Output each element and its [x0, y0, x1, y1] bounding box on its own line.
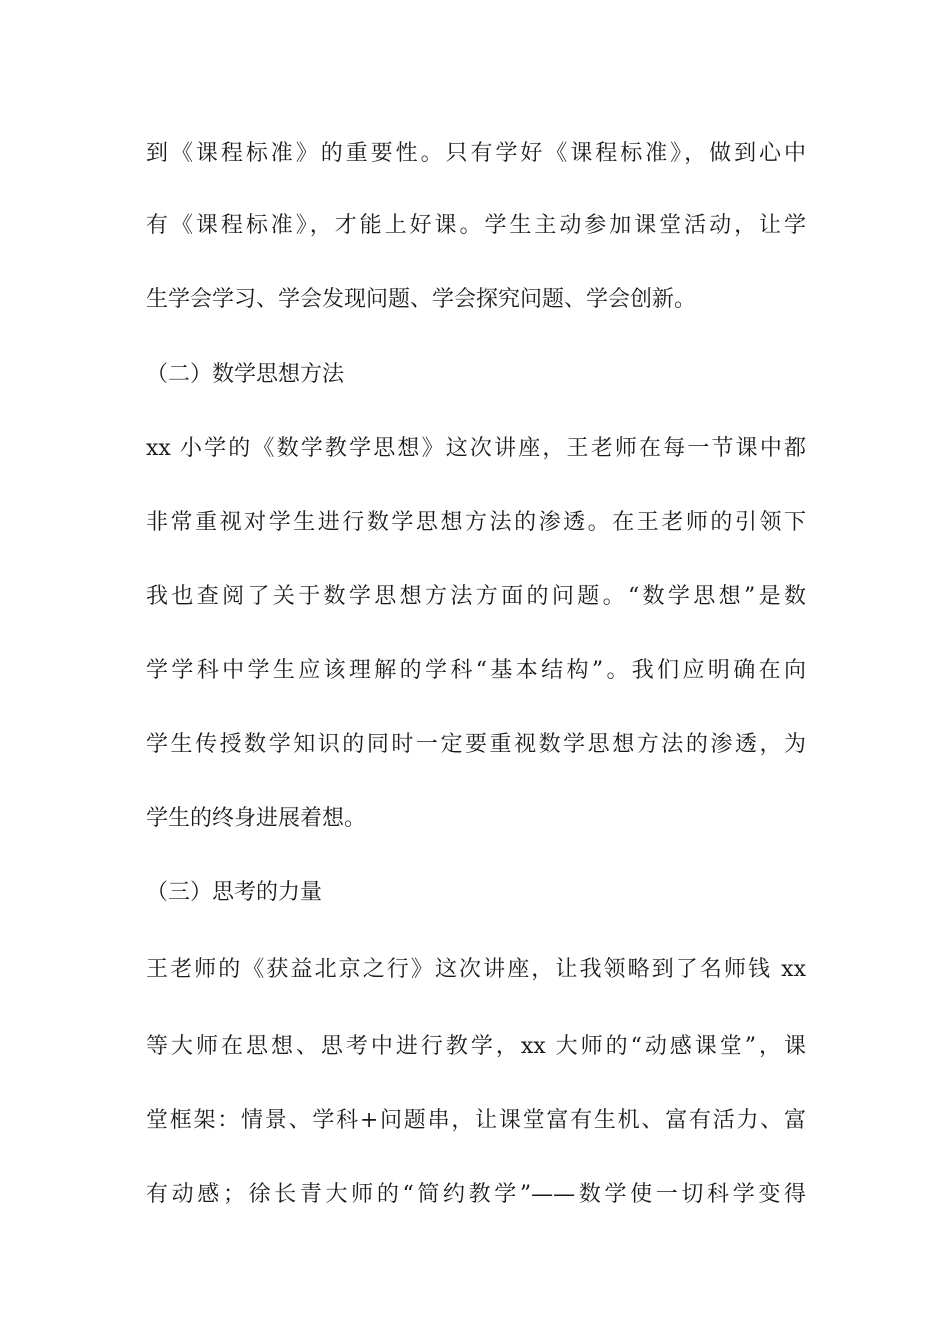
paragraph-2-line-5: 学生传授数学知识的同时一定要重视数学思想方法的渗透，为 [146, 732, 806, 757]
paragraph-2-line-4: 学学科中学生应该理解的学科“基本结构”。我们应明确在向 [146, 658, 806, 683]
paragraph-1-line-2: 有《课程标准》，才能上好课。学生主动参加课堂活动，让学 [146, 213, 806, 238]
paragraph-2-line-6: 学生的终身进展着想。 [146, 806, 367, 831]
paragraph-3-line-2: 等大师在思想、思考中进行教学，xx 大师的“动感课堂”，课 [146, 1034, 806, 1059]
paragraph-3-line-3: 堂框架：情景、学科+问题串，让课堂富有生机、富有活力、富 [146, 1108, 806, 1133]
paragraph-3-line-4: 有动感；徐长青大师的“简约教学”——数学使一切科学变得 [146, 1182, 806, 1207]
paragraph-2-line-2: 非常重视对学生进行数学思想方法的渗透。在王老师的引领下 [146, 510, 806, 535]
section-heading-3: （三）思考的力量 [146, 880, 323, 905]
paragraph-1-line-1: 到《课程标准》的重要性。只有学好《课程标准》，做到心中 [146, 141, 806, 166]
paragraph-3-line-1: 王老师的《获益北京之行》这次讲座，让我领略到了名师钱 xx [146, 957, 806, 982]
paragraph-2-line-3: 我也查阅了关于数学思想方法方面的问题。“数学思想”是数 [146, 584, 806, 609]
paragraph-1-line-3: 生学会学习、学会发现问题、学会探究问题、学会创新。 [146, 287, 697, 312]
paragraph-2-line-1: xx 小学的《数学教学思想》这次讲座，王老师在每一节课中都 [146, 436, 806, 461]
section-heading-2: （二）数学思想方法 [146, 362, 345, 387]
